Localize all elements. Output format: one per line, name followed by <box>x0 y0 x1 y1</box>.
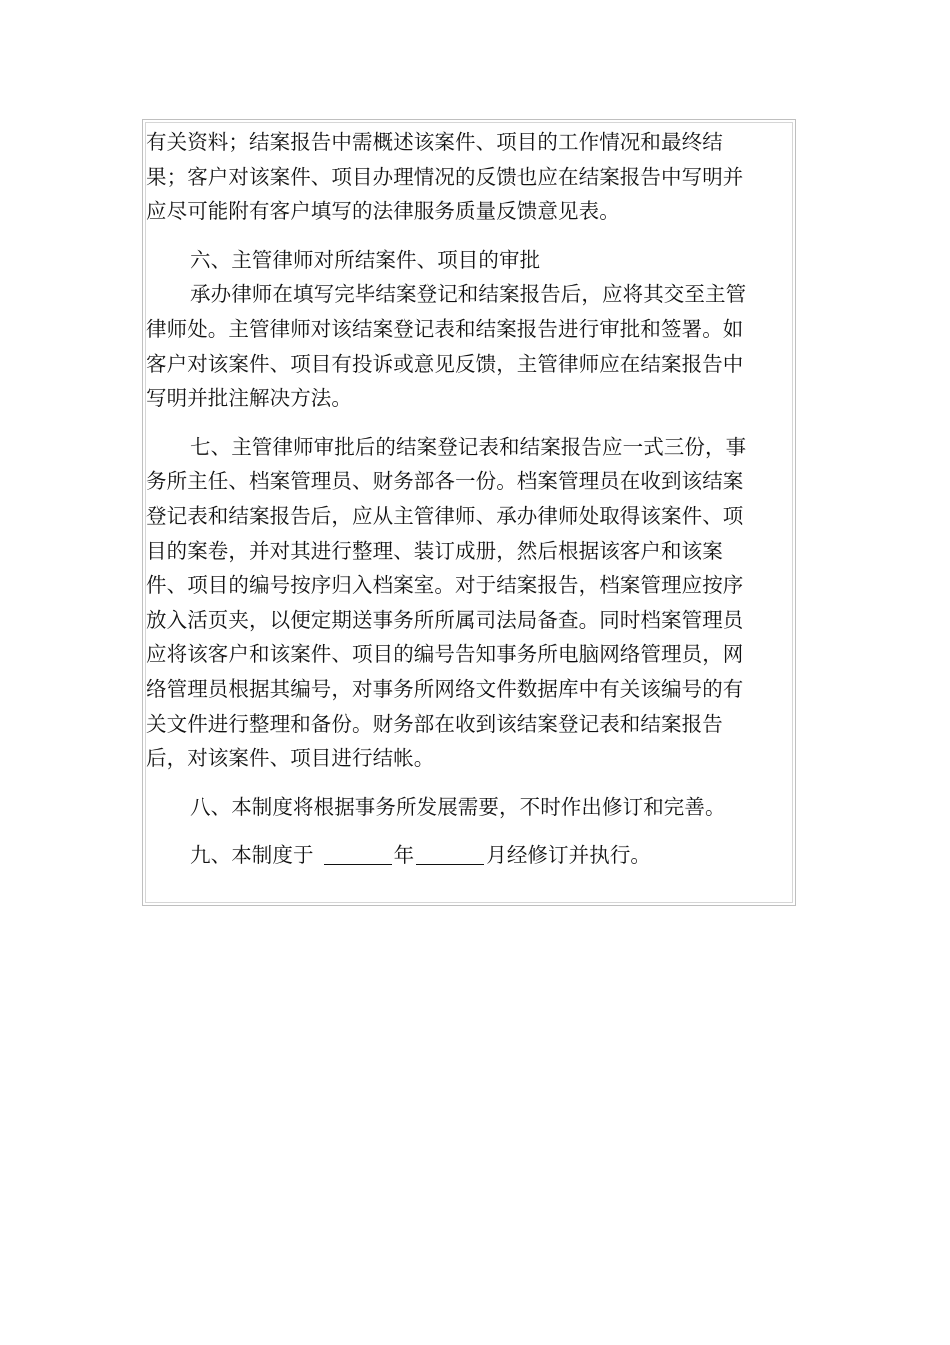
text-line: 应将该客户和该案件、项目的编号告知事务所电脑网络管理员，网 <box>146 642 744 667</box>
section-nine-line <box>146 838 758 873</box>
month-blank <box>416 842 484 865</box>
text-line: 务所主任、档案管理员、财务部各一份。档案管理员在收到该结案 <box>146 469 744 494</box>
text-line: 果；客户对该案件、项目办理情况的反馈也应在结案报告中写明并 <box>146 164 744 189</box>
text-line: 络管理员根据其编号，对事务所网络文件数据库中有关该编号的有 <box>146 676 744 701</box>
paragraph-gap <box>146 416 758 430</box>
document-frame <box>142 119 796 906</box>
section-eight-text: 八、本制度将根据事务所发展需要，不时作出修订和完善。 <box>190 794 726 819</box>
text-line: 放入活页夹，以便定期送事务所所属司法局备查。同时档案管理员 <box>146 607 744 632</box>
paragraph-gap <box>146 229 758 243</box>
text-line: 七、主管律师审批后的结案登记表和结案报告应一式三份，事 <box>190 434 747 459</box>
text-line: 应尽可能附有客户填写的法律服务质量反馈意见表。 <box>146 199 620 224</box>
text-line: 写明并批注解决方法。 <box>146 386 352 411</box>
text-line: 登记表和结案报告后，应从主管律师、承办律师处取得该案件、项 <box>146 503 744 528</box>
section-nine-prefix: 九、本制度于 <box>190 843 314 868</box>
text-line: 目的案卷，并对其进行整理、装订成册，然后根据该客户和该案 <box>146 538 723 563</box>
section-heading: 六、主管律师对所结案件、项目的审批 <box>190 247 541 272</box>
document-body <box>146 125 758 873</box>
text-line: 件、项目的编号按序归入档案室。对于结案报告，档案管理应按序 <box>146 573 744 598</box>
text-line: 后，对该案件、项目进行结帐。 <box>146 746 435 771</box>
text-line: 关文件进行整理和备份。财务部在收到该结案登记表和结案报告 <box>146 711 723 736</box>
paragraph-gap <box>146 824 758 838</box>
month-label: 月经修订并执行。 <box>486 843 652 868</box>
text-line: 律师处。主管律师对该结案登记表和结案报告进行审批和签署。如 <box>146 316 744 341</box>
year-label: 年 <box>393 843 415 868</box>
text-line: 有关资料；结案报告中需概述该案件、项目的工作情况和最终结 <box>146 130 723 154</box>
year-blank <box>324 842 392 865</box>
text-line: 承办律师在填写完毕结案登记和结案报告后，应将其交至主管 <box>190 282 747 307</box>
paragraph-gap <box>146 776 758 790</box>
text-line: 客户对该案件、项目有投诉或意见反馈，主管律师应在结案报告中 <box>146 351 744 376</box>
